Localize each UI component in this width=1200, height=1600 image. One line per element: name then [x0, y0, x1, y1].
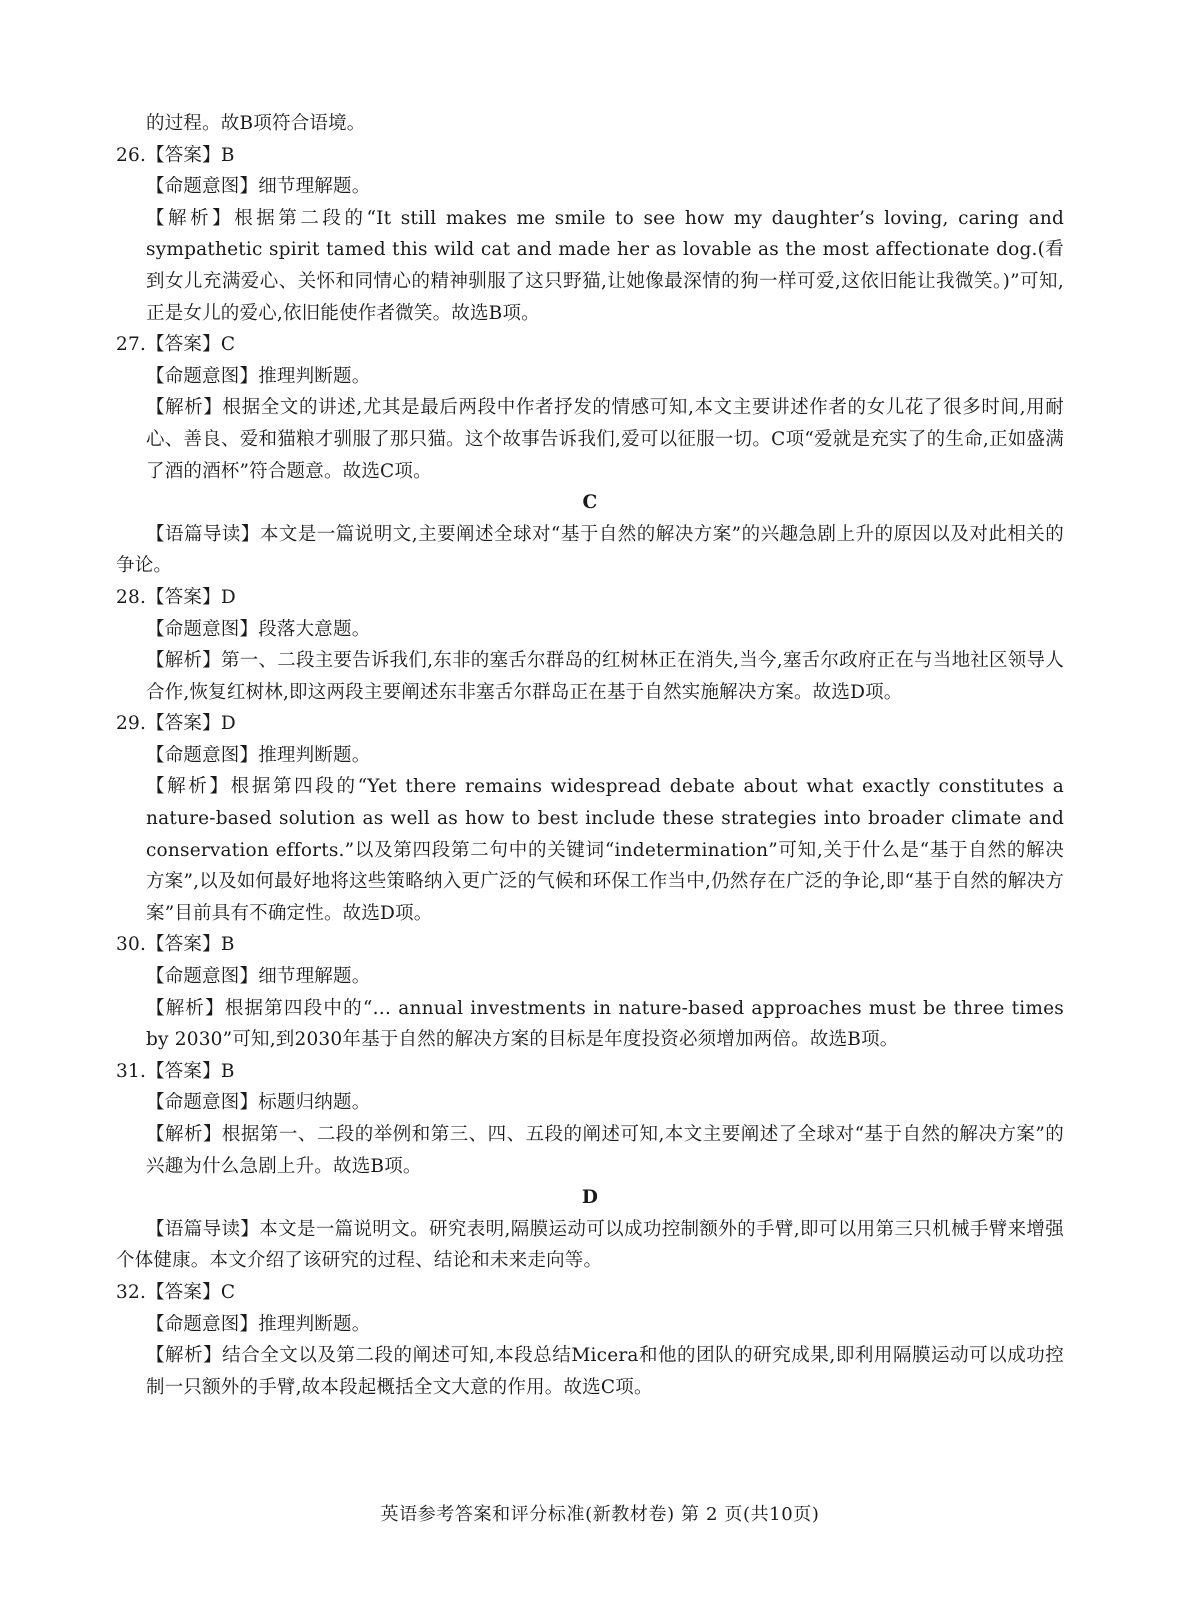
reading-guide: 【语篇导读】本文是一篇说明文。研究表明,隔膜运动可以成功控制额外的手臂,即可以用第三只机械手臂来增强个体健康。本文介绍了该研究的过程、结论和未来走向等。	[116, 1218, 1064, 1272]
indented-line: 的过程。故B项符合语境。	[146, 113, 366, 134]
analysis-paragraph: 【解析】根据第四段的“Yet there remains widespread debate about what exactly constitutes a nature-based solution as well as how to best include these strategies into broader climate and conservation efforts.”以及第四段第二句中的关键词“indetermination”可知,关于什么是“基于自然的解决方案”,以及如何最好地将这些策略纳入更广泛的气候和环保工作当中,仍然存在广泛的争论,即“基于自然的解决方案”目前具有不确定性。故选D项。	[146, 776, 1064, 924]
answer-line: 28.【答案】D	[116, 586, 236, 608]
indented-line: 【命题意图】标题归纳题。	[146, 1092, 371, 1114]
answer-line: 31.【答案】B	[116, 1060, 235, 1082]
indented-line: 【命题意图】推理判断题。	[146, 744, 371, 766]
reading-guide: 【语篇导读】本文是一篇说明文,主要阐述全球对“基于自然的解决方案”的兴趣急剧上升的原因以及对此相关的争论。	[116, 523, 1064, 577]
indented-line: 【命题意图】推理判断题。	[146, 1313, 371, 1335]
answer-line: 32.【答案】C	[116, 1281, 236, 1303]
indented-line: 【命题意图】细节理解题。	[146, 966, 371, 988]
analysis-paragraph: 【解析】第一、二段主要告诉我们,东非的塞舌尔群岛的红树林正在消失,当今,塞舌尔政府正在与当地社区领导人合作,恢复红树林,即这两段主要阐述东非塞舌尔群岛正在基于自然实施解决方案。故选D项。	[146, 650, 1064, 703]
analysis-paragraph: 【解析】根据第四段中的“… annual investments in nature-based approaches must be three times by 2030”可知,到2030年基于自然的解决方案的目标是年度投资必须增加两倍。故选B项。	[146, 997, 1064, 1051]
section-heading: C	[582, 492, 598, 514]
indented-line: 【命题意图】推理判断题。	[146, 365, 371, 387]
answer-line: 26.【答案】B	[116, 144, 235, 166]
indented-line: 【命题意图】段落大意题。	[146, 618, 371, 640]
analysis-paragraph: 【解析】根据第一、二段的举例和第三、四、五段的阐述可知,本文主要阐述了全球对“基于自然的解决方案”的兴趣为什么急剧上升。故选B项。	[146, 1124, 1064, 1177]
analysis-paragraph: 【解析】根据全文的讲述,尤其是最后两段中作者抒发的情感可知,本文主要讲述作者的女儿花了很多时间,用耐心、善良、爱和猫粮才驯服了那只猫。这个故事告诉我们,爱可以征服一切。C项“爱就是充实了的生命,正如盛满了酒的酒杯”符合题意。故选C项。	[146, 397, 1064, 482]
analysis-paragraph: 【解析】结合全文以及第二段的阐述可知,本段总结Micera和他的团队的研究成果,即利用隔膜运动可以成功控制一只额外的手臂,故本段起概括全文大意的作用。故选C项。	[146, 1345, 1064, 1398]
page-footer: 英语参考答案和评分标准(新教材卷) 第 2 页(共10页)	[380, 1504, 820, 1525]
answer-line: 30.【答案】B	[116, 934, 235, 956]
answer-line: 29.【答案】D	[116, 713, 236, 735]
answer-content	[116, 108, 1064, 1403]
indented-line: 【命题意图】细节理解题。	[146, 176, 371, 198]
section-heading: D	[581, 1187, 599, 1209]
answer-line: 27.【答案】C	[116, 334, 236, 356]
analysis-paragraph: 【解析】根据第二段的“It still makes me smile to see how my daughter’s loving, caring and sympathetic spirit tamed this wild cat and made her as lovable as the most affectionate dog.(看到女儿充满爱心、关怀和同情心的精神驯服了这只野猫,让她像最深情的狗一样可爱,这依旧能让我微笑。)”可知,正是女儿的爱心,依旧能使作者微笑。故选B项。	[146, 207, 1064, 324]
